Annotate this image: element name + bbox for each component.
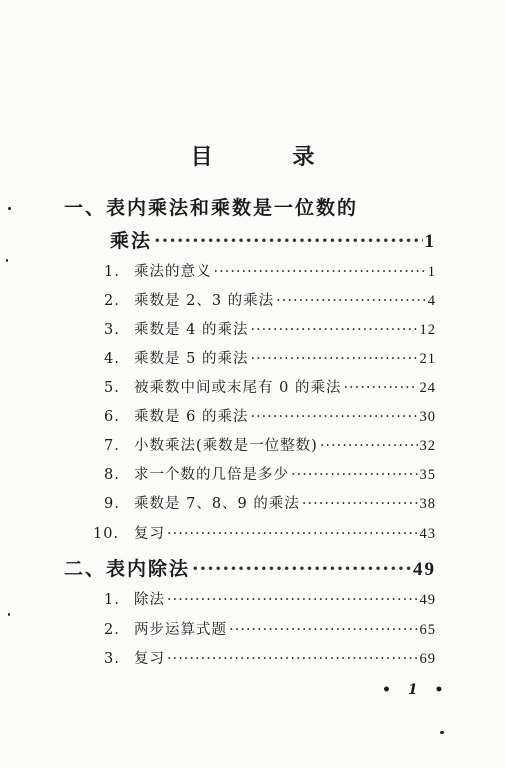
leader-dots [167, 592, 418, 608]
page-number: 24 [419, 380, 436, 396]
page-number: 49 [413, 559, 436, 580]
item-label: 除法 [134, 592, 165, 608]
item-label: 求一个数的几倍是多少 [134, 467, 289, 483]
chapter-1-title-line1: 一、表内乘法和乘数是一位数的 [64, 197, 359, 219]
chapter-1-entry [110, 226, 436, 253]
scan-speck [8, 207, 11, 210]
page-number: 49 [419, 592, 436, 608]
item-number: 9. [104, 496, 120, 512]
item-number: 1. [104, 264, 120, 280]
page-number: 69 [419, 651, 436, 667]
page-number: 1 [427, 264, 436, 280]
item-label: 乘数是 5 的乘法 [134, 351, 249, 367]
page-number: 43 [419, 526, 436, 542]
item-number: 2. [104, 293, 120, 309]
leader-dots [302, 496, 418, 512]
item-number: 3. [104, 651, 120, 667]
page-number: 38 [419, 496, 436, 512]
leader-dots [276, 293, 426, 309]
item-number: 5. [104, 380, 120, 396]
toc-item [104, 434, 436, 455]
item-number: 4. [104, 351, 120, 367]
page-number: 65 [419, 622, 436, 638]
page-number: 32 [419, 438, 436, 454]
item-number: 8. [104, 467, 120, 483]
chapter-2-title: 二、表内除法 [64, 558, 191, 580]
leader-dots [154, 230, 422, 252]
item-label: 乘数是 7、8、9 的乘法 [134, 496, 300, 512]
item-label: 乘数是 4 的乘法 [134, 322, 249, 338]
page-number: 30 [419, 409, 436, 425]
page-number: 12 [419, 322, 436, 338]
leader-dots [250, 409, 417, 425]
item-label: 两步运算式题 [134, 622, 227, 638]
toc-item [93, 522, 436, 543]
scan-speck [6, 259, 8, 262]
leader-dots [250, 322, 417, 338]
page-folio: • 1 • [382, 682, 450, 698]
leader-dots [291, 467, 418, 483]
toc-item [104, 318, 436, 339]
item-label: 被乘数中间或末尾有 0 的乘法 [134, 380, 342, 396]
leader-dots [250, 351, 417, 367]
toc-item [104, 618, 436, 639]
leader-dots [167, 651, 418, 667]
toc-item [104, 260, 436, 281]
item-label: 复习 [134, 526, 165, 542]
toc-item [104, 588, 436, 609]
page-number: 1 [424, 231, 436, 252]
item-number: 10. [93, 526, 120, 542]
page-number: 35 [419, 467, 436, 483]
chapter-1-title-line2: 乘法 [110, 230, 153, 252]
page-title: 目 录 [190, 144, 351, 170]
toc-item [104, 492, 436, 513]
scan-speck [8, 613, 10, 616]
item-number: 7. [104, 438, 120, 454]
scan-speck [440, 731, 444, 734]
leader-dots [192, 558, 411, 580]
page-number: 4 [427, 293, 436, 309]
item-number: 2. [104, 622, 120, 638]
chapter-1-heading [64, 193, 358, 220]
item-number: 1. [104, 592, 120, 608]
leader-dots [229, 622, 418, 638]
toc-item [104, 347, 436, 368]
item-label: 乘数是 6 的乘法 [134, 409, 249, 425]
page-number: 21 [419, 351, 436, 367]
toc-item [104, 647, 436, 668]
leader-dots [167, 526, 418, 542]
leader-dots [343, 380, 417, 396]
toc-item [104, 405, 436, 426]
item-label: 乘法的意义 [134, 264, 212, 280]
chapter-2-entry [64, 554, 436, 581]
toc-item [104, 463, 436, 484]
item-label: 复习 [134, 651, 165, 667]
item-number: 6. [104, 409, 120, 425]
item-label: 乘数是 2、3 的乘法 [134, 293, 275, 309]
item-label: 小数乘法(乘数是一位整数) [134, 438, 318, 454]
leader-dots [214, 264, 426, 280]
toc-item [104, 376, 436, 397]
toc-item [104, 289, 436, 310]
item-number: 3. [104, 322, 120, 338]
leader-dots [320, 438, 418, 454]
